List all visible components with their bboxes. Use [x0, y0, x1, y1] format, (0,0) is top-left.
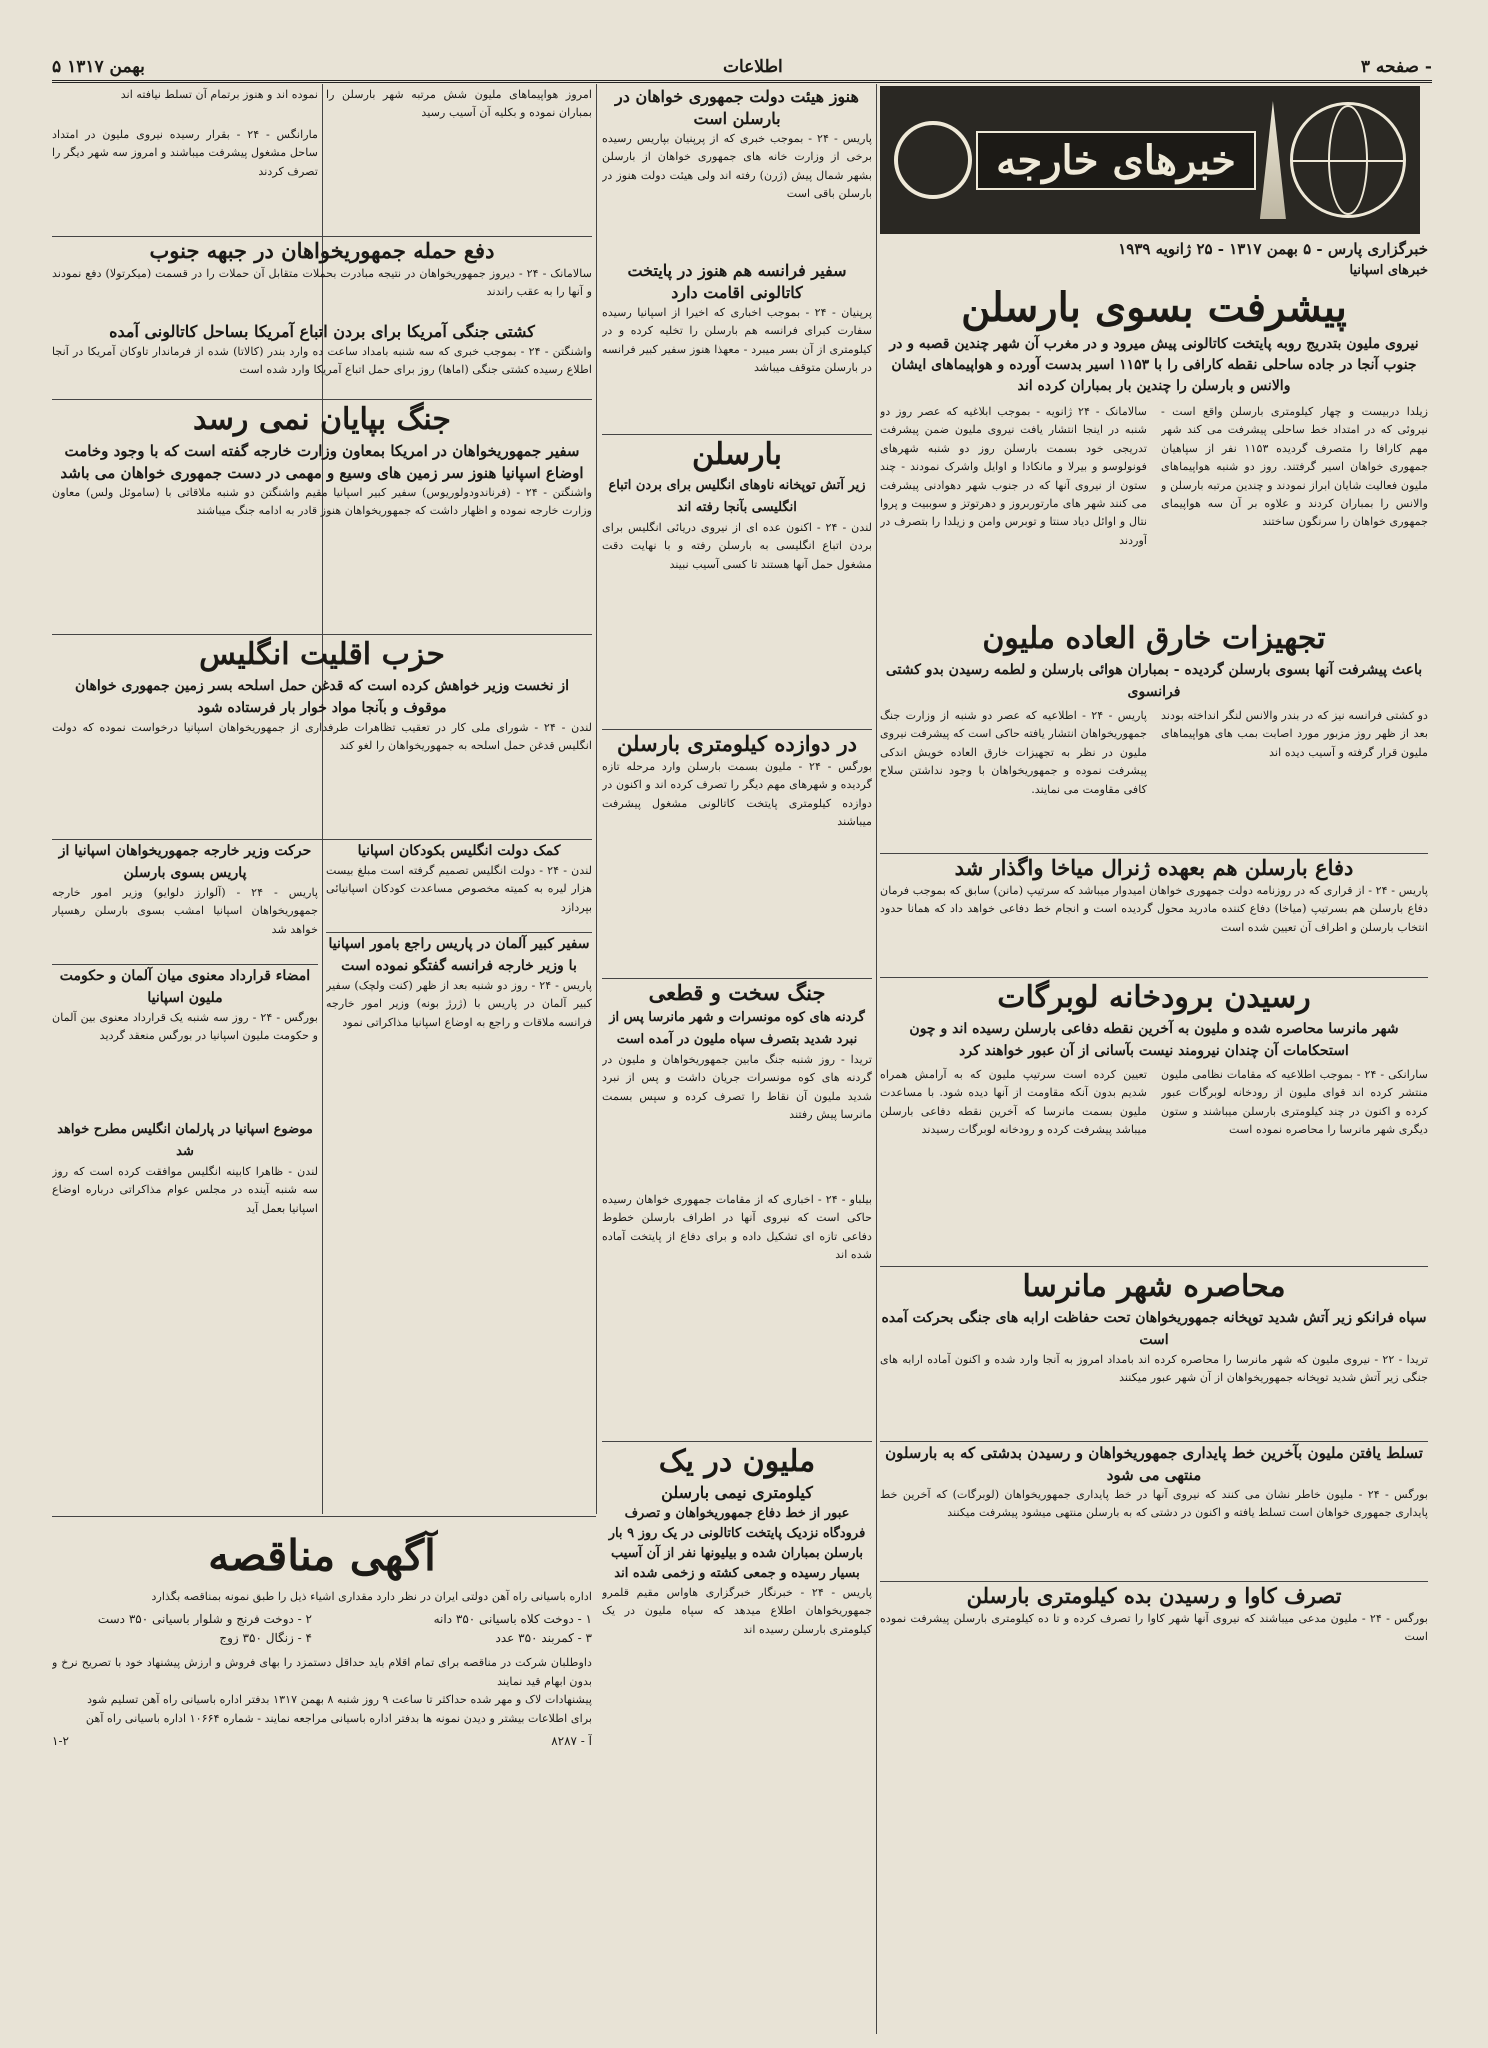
subhead-advance: نیروی ملیون بتدریج روبه پایتخت کاتالونی پیش میرود و در مغرب آن شهر چندین قصبه و در جنوب آنجا در جاده ساحلی نقطه کارافی را با ۱۱۵۳ اسیر بدست آورده و هواپیماهای ایشان والانس و بارسلن را چندین بار بمباران کرده اند: [889, 336, 1419, 394]
article-text: پاریس - ۲۴ - خبرنگار خبرگزاری هاواس مقیم قلمرو جمهوریخواهان اطلاع میدهد که سپاه ملیون در یک کیلومتری بارسلن رسیده اند: [602, 1586, 872, 1636]
headline-twelve-km: در دوازده کیلومتری بارسلن: [602, 729, 872, 758]
article-text: سارانکی - ۲۴ - بموجب اطلاعیه که مقامات نظامی ملیون منتشر کرده اند قوای ملیون از رودخانه لوبرگات عبور کرده و اکنون در چند کیلومتری بارسلن میباشند و ستون دیگری شهر مانرسا را محاصره نموده است: [1161, 1068, 1428, 1137]
article-text: بورگس - ۲۴ - ملیون مدعی میباشند که نیروی آنها شهر کاوا را تصرف کرده و تا ده کیلومتری بارسلن پیشرفت نموده است: [880, 1612, 1428, 1644]
page-number: صفحه ۳ -: [1360, 57, 1432, 77]
headline-us-warship: کشتی جنگی آمریکا برای بردن اتباع آمریکا بساحل کاتالونی آمده: [109, 322, 535, 341]
article-text: لندن - ۲۴ - شورای ملی کار در تعقیب تظاهرات طرفداری از جمهوریخواهان اسپانیا درخواست نموده که دولت انگلیس قدغن حمل اسلحه به جمهوریخواهان را لغو کند: [52, 721, 592, 753]
headline-south-front: دفع حمله جمهوریخواهان در جبهه جنوب: [52, 236, 592, 265]
headline-last-line: تسلط یافتن ملیون بآخرین خط پایداری جمهوریخواهان و رسیدن بدشتی که به بارسلون منتهی می شود: [880, 1441, 1428, 1486]
article-text: پرپنیان - ۲۴ - بموجب اخباری که اخیرا از اسپانیا رسیده سفارت کبرای فرانسه هم بارسلن را تخلیه کرده و در کیلومتری از آن بسر میبرد - معهذا هنوز سفیر کبیر فرانسه در بارسلن متوقف میباشد: [602, 306, 872, 375]
foreign-news-banner: [880, 86, 1420, 234]
article-text: بورگس - ۲۴ - ملیون خاطر نشان می کنند که نیروی آنها در خط پایداری جمهوریخواهان (لوبرگات) که آخرین خط پایداری جمهوری خواهان است تسلط یافته و اکنون در دشتی که به بارسلن منتهی میشود پیشرفت میکنند: [880, 1488, 1428, 1520]
article-text: سالامانک - ۲۴ - دیروز جمهوریخواهان در نتیجه مبادرت بحملات متقابل آن حملات را در قسمت (میکرتولا) دفع نمودند و آنها را به عقب راندند: [52, 267, 592, 299]
headline-labour-party: حزب اقلیت انگلیس: [52, 634, 592, 675]
subhead-equipment: باعث پیشرفت آنها بسوی بارسلن گردیده - بمباران هوائی بارسلن و لطمه رسیدن بدو کشتی فرانسوی: [885, 662, 1423, 700]
article-text: بورگس - ۲۴ - روز سه شنبه یک قرارداد معنوی بین آلمان و حکومت ملیون اسپانیا در بورگس منعقد گردید: [52, 1011, 318, 1043]
subhead-montserrat: گردنه های کوه مونسرات و شهر مانرسا پس از نبرد شدید بتصرف سپاه ملیون در آمده است: [609, 1010, 865, 1047]
subhead-manresa: سپاه فرانکو زیر آتش شدید توپخانه جمهوریخواهان تحت حفاظت ارابه های جنگی بحرکت آمده است: [881, 1310, 1427, 1348]
banner-title: خبرهای خارجه: [976, 131, 1256, 190]
headline-british-aid: کمک دولت انگلیس بکودکان اسپانیا: [357, 843, 561, 859]
ad-title: آگهی مناقصه: [208, 1531, 436, 1580]
page-date: ۵ بهمن ۱۳۱۷: [52, 57, 145, 77]
ad-item: ۲ - دوخت فرنج و شلوار باسیانی ۳۵۰ دست: [97, 1612, 312, 1627]
article-text: لندن - ظاهرا کابینه انگلیس موافقت کرده است که روز سه شنبه آینده در مجلس عوام مذاکراتی درباره اوضاع اسپانیا بعمل آید: [52, 1165, 318, 1215]
headline-advance-barcelona: پیشرفت بسوی بارسلن: [961, 284, 1347, 331]
headline-llobregat: رسیدن برودخانه لوبرگات: [880, 977, 1428, 1018]
ad-clause: پیشنهادات لاک و مهر شده حداکثر تا ساعت ۹ روز شنبه ۸ بهمن ۱۳۱۷ بدفتر اداره باسیانی راه آهن تسلیم شود: [87, 1693, 592, 1707]
headline-fm-travel: حرکت وزیر خارجه جمهوریخواهان اسپانیا از پاریس بسوی بارسلن: [58, 843, 312, 881]
tender-ad: [52, 1524, 592, 2034]
article-text: تریدا - روز شنبه جنگ مابین جمهوریخواهان و ملیون در گردنه های کوه مونسرات جریان داشت و پس از نبرد شدید ملیون آن نقاط را تصرف کرده و سپس بسمت مانرسا پیش رفتند: [602, 1053, 872, 1122]
ad-code: ۱-۲: [52, 1734, 69, 1749]
article-text: بیلباو - ۲۴ - اخباری که از مقامات جمهوری خواهان رسیده حاکی است که نیروی آنها در اطراف بارسلن خطوط دفاعی تازه ای تشکیل داده و برای دفاع از پایتخت آماده شده اند: [602, 1193, 872, 1262]
article-text: واشنگتن - ۲۴ - (فرناندودولوریوس) سفیر کبیر اسپانیا مقیم واشنگتن دو شنبه ملاقاتی با (ساموئل ولس) معاون وزارت خارجه نموده و اظهار داشت که جمهوریخواهان هنوز قادر به ادامه جنگ میباشند: [52, 486, 592, 518]
article-text: پاریس - ۲۴ - از قراری که در روزنامه دولت جمهوری خواهان امیدوار میباشد که سرتیپ (مانن) سابق که بموجب فرمان دفاع بارسلن هم بسرتیپ (میاخا) دفاع کننده مادرید محول گردیده است و انجام خط دفاعی خواهد داد که همانا حدود انتخاب بارسلن و اطراف آن تعیین شده است: [880, 884, 1428, 934]
headline-manresa: محاصره شهر مانرسا: [880, 1266, 1428, 1307]
ad-item: ۴ - زنگال ۳۵۰ زوج: [219, 1631, 312, 1646]
ad-item: ۳ - کمربند ۳۵۰ عدد: [495, 1631, 592, 1646]
article-text: پاریس - ۲۴ - روز دو شنبه بعد از ظهر (کنت ولچک) سفیر کبیر آلمان در پاریس با (ژرژ بونه) وزیر امور خارجه فرانسه ملاقات و راجع به اوضاع اسپانیا مذاکراتی نمود: [326, 979, 592, 1029]
subhead-one-km: کیلومتری نیمی بارسلن: [661, 1483, 813, 1502]
column-rule: [596, 84, 597, 1514]
column-two: [602, 86, 872, 2036]
headline-equipment: تجهیزات خارق العاده ملیون: [982, 621, 1326, 656]
dateline: خبرگزاری پارس - ۵ بهمن ۱۳۱۷ - ۲۵ ژانویه ۱۹۳۹: [1118, 240, 1428, 258]
subhead-labour-party: از نخست وزیر خواهش کرده است که قدغن حمل اسلحه بسر زمین جمهوری خواهان موقوف و بآنجا مواد خوار بار فرستاده شود: [74, 678, 570, 716]
subhead-war-not-ending: سفیر جمهوریخواهان در امریکا بمعاون وزارت خارجه گفته است که با وجود وخامت اوضاع اسپانیا هنوز سر زمین های وسیع و مهمی در دست جمهوری خواهان می باشد: [60, 442, 584, 482]
article-text: مارانگس - ۲۴ - بقرار رسیده نیروی ملیون در امتداد ساحل مشغول پیشرفت میباشند و امروز سه شهر دیگر را تصرف کردند: [52, 128, 318, 178]
article-text: دو کشتی فرانسه نیز که در بندر والانس لنگر انداخته بودند بعد از ظهر روز مزبور مورد اصابت بمب های هواپیماهای ملیون قرار گرفته و آسیب دیده اند: [1161, 709, 1428, 759]
ad-clause: برای اطلاعات بیشتر و دیدن نمونه ها بدفتر اداره باسیانی مراجعه نمایند - شماره ۱۰۶۶۴ اداره باسیانی راه آهن: [85, 1711, 592, 1725]
article-text: سالامانک - ۲۴ ژانویه - بموجب ابلاغیه که عصر روز دو شنبه در اینجا انتشار یافت نیروی ملیون ضمن پیشرفت تدریجی خود بسمت بارسلن روز دو شنبه شهرهای فونولوسو و بیرلا و مانکادا و اوایل واشرک نمودند - چند ستون از نیروی آنها که در جنوب شهر دهوادنی پیشرفت می کنند شهر های مارتوربروز و دهرتوتز و سوببیت و پروا نتال و اوائل دیاد سنتا و توبرس وامن و زیلدا را بتصرف در آوردند: [880, 405, 1147, 547]
column-main: [880, 238, 1428, 2038]
article-text: واشنگتن - ۲۴ - بموجب خبری که سه شنبه بامداد ساعت ده وارد بندر (کالاتا) شده از فرماندار تاوکان آمریکا در آنجا اطلاع رسیده کشتی جنگی (اماها) روز برای حمل اتباع آمریکا وارد شده است: [52, 345, 592, 377]
masthead: [52, 54, 1432, 83]
headline-barcelona: بارسلن: [602, 434, 872, 475]
article-text: بورگس - ۲۴ - ملیون بسمت بارسلن وارد مرحله تازه گردیده و شهرهای مهم دیگر را تصرف کرده اند و اکنون در دوازده کیلومتری پایتخت کاتالونی مشغول پیشرفت میباشند: [602, 760, 872, 829]
subhead-airfield: عبور از خط دفاع جمهوریخواهان و تصرف فرودگاه نزدیک پایتخت کاتالونی در یک روز ۹ بار بارسلن بمباران شده و بیلیونها نفر از آن آسیب بسیار رسیده و جمعی کشته و زخمی شده اند: [608, 1506, 866, 1581]
headline-german-ambassador: سفیر کبیر آلمان در پاریس راجع بامور اسپانیا با وزیر خارجه فرانسه گفتگو نموده است: [326, 932, 592, 977]
ad-item: ۱ - دوخت کلاه باسیانی ۳۵۰ دانه: [433, 1612, 592, 1627]
article-text: پاریس - ۲۴ - بموجب خبری که از پرپنیان بپاریس رسیده برخی از وزارت خانه های جمهوری خواهان از بارسلن بشهر شمال پیش (ژرن) رفته اند ولی هیئت دولت هنوز در بارسلن باقی است: [602, 132, 872, 201]
headline-miaja: دفاع بارسلن هم بعهده ژنرال میاخا واگذار شد: [880, 853, 1428, 882]
article-text: زیلدا دربیست و چهار کیلومتری بارسلن واقع است - نیروئی که در امتداد خط ساحلی پیشرفت می کند شهر مهم کارافا را متصرف گردیده ۱۱۵۳ نفر از سپاهیان جمهوری خواهان اسیر گرفتند. روز دو شنبه هواپیماهای ملیون فعالیت شایان ابراز نمودند و چندین مرتبه بارسلن و والانس را بمباران کردند و علاوه بر آن سه هواپیمای جمهوری خواهان را سرنگون ساختند: [1161, 405, 1428, 529]
gramophone-icon: [894, 121, 972, 199]
ad-code: آ - ۸۲۸۷: [551, 1734, 592, 1749]
headline-parliament: موضوع اسپانیا در پارلمان انگلیس مطرح خواهد شد: [57, 1122, 313, 1159]
article-text: تعیین کرده است سرتیپ ملیون که به آرامش همراه شدیم بدون آنکه مقاومت از آنها دیده شود. با مساعدت ملیون بسمت مانرسا که آخرین نقطه دفاعی بارسلن میباشد پیشرفت کرده و رودخانه لوبرگات رسیدند: [880, 1068, 1147, 1137]
subhead-llobregat: شهر مانرسا محاصره شده و ملیون به آخرین نقطه دفاعی بارسلن رسیده اند و چون استحکامات آن چندان نیرومند نیست بآسانی از آن عبور خواهند کرد: [909, 1021, 1399, 1059]
section-label: خبرهای اسپانیا: [1349, 263, 1428, 278]
headline-hard-battle: جنگ سخت و قطعی: [602, 978, 872, 1007]
paper-name: اطلاعات: [722, 57, 783, 77]
headline-one-km: ملیون در یک: [602, 1441, 872, 1482]
ad-intro: اداره باسیانی راه آهن دولتی ایران در نظر دارد مقداری اشیاء ذیل را طبق نمونه بمناقصه بگذارد: [151, 1590, 592, 1603]
headline-cava: تصرف کاوا و رسیدن بده کیلومتری بارسلن: [880, 1581, 1428, 1610]
radio-tower-icon: [1260, 101, 1286, 219]
ad-clause: داوطلبان شرکت در مناقصه برای تمام اقلام باید حداقل دستمزد را بهای فروش و ارزش پیشنهاد خود با تصریح نرخ و بدون ابهام قید نمایند: [52, 1656, 592, 1688]
article-text: امروز هواپیماهای ملیون شش مرتبه شهر بارسلن را بمباران نموده و بکلیه آن آسیب رسید: [326, 88, 592, 120]
subhead-british-ships: زیر آتش توپخانه ناوهای انگلیس برای بردن اتباع انگلیسی بآنجا رفته اند: [608, 478, 866, 515]
headline-german-agreement: امضاء قرارداد معنوی میان آلمان و حکومت ملیون اسپانیا: [52, 964, 318, 1009]
article-text: لندن - ۲۴ - دولت انگلیس تصمیم گرفته است مبلغ بیست هزار لیره به کمیته مخصوص مساعدت کودکان اسپانیائی بپردازد: [326, 864, 592, 914]
article-text: لندن - ۲۴ - اکنون عده ای از نیروی دریائی انگلیس برای بردن اتباع انگلیسی به بارسلن رفته و با نهایت دقت مشغول حمل آنها هستند تا کسی آسیب نبیند: [602, 521, 872, 571]
globe-icon: [1290, 102, 1406, 218]
article-text: پاریس - ۲۴ - اطلاعیه که عصر دو شنبه از وزارت جنگ جمهوریخواهان انتشار یافته حاکی است که پیشرفت نیروی ملیون در نظر به تجهیزات خارق العاده خویش اندکی پیشرفت نموده و جمهوریخواهان با وجود نداشتن سلاح کافی مقاومت می نمایند.: [880, 709, 1147, 796]
article-text: نموده اند و هنوز برتمام آن تسلط نیافته اند: [120, 88, 318, 101]
headline-french-ambassador: سفیر فرانسه هم هنوز در پایتخت کاتالونی اقامت دارد: [627, 261, 847, 302]
column-three: [52, 86, 592, 1516]
headline-war-not-ending: جنگ بپایان نمی رسد: [52, 399, 592, 440]
column-rule: [876, 84, 877, 2034]
article-text: تریدا - ۲۲ - نیروی ملیون که شهر مانرسا را محاصره کرده اند بامداد امروز به آنجا وارد شده و اکنون آماده ارابه های جنگی زیر آتش شدید توپخانه جمهوریخواهان از آن شهر عبور میکنند: [880, 1353, 1428, 1385]
headline-cabinet: هنوز هیئت دولت جمهوری خواهان در بارسلن است: [615, 87, 859, 128]
ad-rule: [52, 1516, 596, 1517]
article-text: پاریس - ۲۴ - (آلوارز دلوایو) وزیر امور خارجه جمهوریخواهان اسپانیا امشب بسوی بارسلن رهسپار خواهد شد: [52, 886, 318, 936]
